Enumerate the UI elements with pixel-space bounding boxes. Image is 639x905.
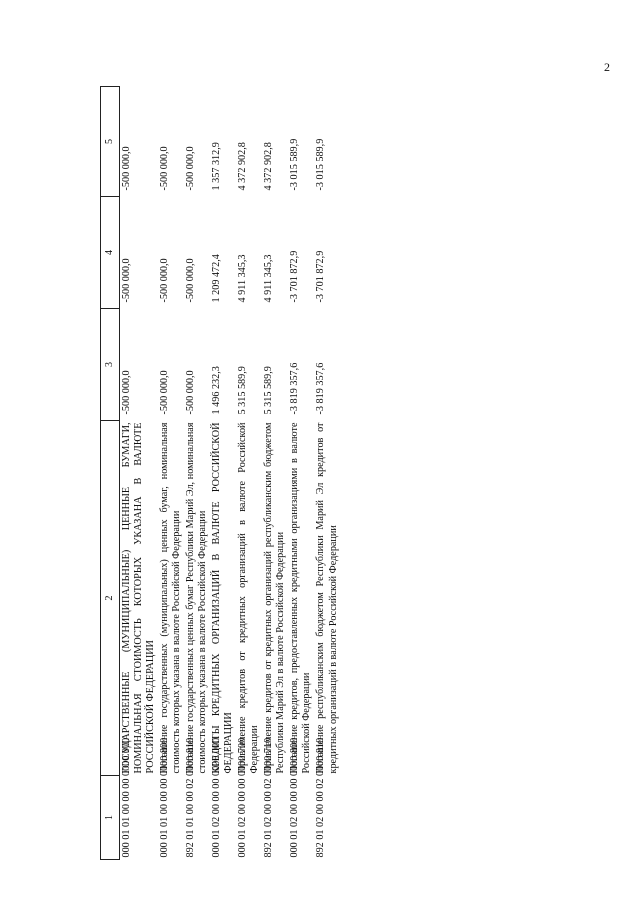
row-code: 000 01 01 00 00 00 0000 800 — [159, 737, 171, 858]
row-value-year2: 4 911 345,3 — [263, 254, 275, 303]
row-value-year2: -3 701 872,9 — [315, 250, 327, 303]
row-value-year3: -500 000,0 — [185, 146, 197, 191]
row-value-year1: 1 496 232,3 — [211, 366, 223, 415]
row-value-year1: -3 819 357,6 — [315, 362, 327, 415]
row-code: 000 01 01 00 00 00 0000 000 — [121, 737, 132, 858]
row-code: 892 01 02 00 00 02 0000 810 — [315, 737, 327, 858]
row-name: Погашение кредитов, предоставленных кредитными организациями в валюте Российской Федерации — [289, 422, 313, 774]
table-row — [184, 87, 210, 860]
row-name: Привлечение кредитов от кредитных организаций в валюте Российской Федерации — [237, 422, 261, 774]
row-value-year3: 4 372 902,8 — [263, 142, 275, 191]
row-value-year1: -3 819 357,6 — [289, 362, 301, 415]
header-col-3: 3 — [101, 309, 120, 421]
table-row — [314, 87, 340, 860]
rotated-table-container — [100, 87, 530, 860]
budget-sources-table — [100, 86, 341, 860]
row-code: 000 01 02 00 00 00 0000 000 — [211, 737, 223, 858]
row-name: Погашение республиканским бюджетом Республики Марий Эл кредитов от кредитных организаций в валюте Российской Федерации — [315, 422, 339, 774]
row-value-year2: -3 701 872,9 — [289, 250, 301, 303]
row-value-year2: 4 911 345,3 — [237, 254, 249, 303]
row-code: 000 01 02 00 00 00 0000 800 — [289, 737, 301, 858]
header-col-4: 4 — [101, 197, 120, 309]
row-value-year3: -500 000,0 — [121, 146, 132, 191]
row-value-year3: -3 015 589,9 — [315, 138, 327, 191]
row-value-year2: 1 209 472,4 — [211, 254, 223, 303]
table-row — [288, 87, 314, 860]
row-code: 000 01 02 00 00 00 0000 700 — [237, 737, 249, 858]
table-row — [158, 87, 184, 860]
row-value-year3: -500 000,0 — [159, 146, 171, 191]
row-code: 892 01 02 00 00 02 0000 710 — [263, 737, 275, 858]
table-row — [120, 87, 159, 860]
row-code: 892 01 01 00 00 02 0000 810 — [185, 737, 197, 858]
row-value-year3: -3 015 589,9 — [289, 138, 301, 191]
row-value-year3: 4 372 902,8 — [237, 142, 249, 191]
row-value-year1: 5 315 589,9 — [263, 366, 275, 415]
table-header-row — [101, 87, 120, 860]
row-name: Погашение государственных ценных бумаг Республики Марий Эл, номинальная стоимость которых указана в валюте Российской Федерации — [185, 422, 209, 774]
row-value-year1: -500 000,0 — [159, 370, 171, 415]
table-row — [262, 87, 288, 860]
row-name: ГОСУДАРСТВЕННЫЕ (МУНИЦИПАЛЬНЫЕ) ЦЕННЫЕ БУМАГИ, НОМИНАЛЬНАЯ СТОИМОСТЬ КОТОРЫХ УКАЗАНА В ВАЛЮТЕ РОССИЙСКОЙ ФЕДЕРАЦИИ — [121, 422, 157, 774]
row-name: КРЕДИТЫ КРЕДИТНЫХ ОРГАНИЗАЦИЙ В ВАЛЮТЕ РОССИЙСКОЙ ФЕДЕРАЦИИ — [211, 422, 235, 774]
row-value-year2: -500 000,0 — [159, 258, 171, 303]
row-value-year1: 5 315 589,9 — [237, 366, 249, 415]
row-value-year2: -500 000,0 — [121, 258, 132, 303]
table-row — [236, 87, 262, 860]
header-col-5: 5 — [101, 87, 120, 197]
row-value-year1: -500 000,0 — [121, 370, 132, 415]
page-number: 2 — [604, 60, 610, 74]
row-name: Привлечение кредитов от кредитных организаций республиканским бюджетом Республики Марий Эл в валюте Российской Федерации — [263, 422, 287, 774]
row-value-year2: -500 000,0 — [185, 258, 197, 303]
row-value-year1: -500 000,0 — [185, 370, 197, 415]
row-value-year3: 1 357 312,9 — [211, 142, 223, 191]
row-name: Погашение государственных (муниципальных) ценных бумаг, номинальная стоимость которых указана в валюте Российской Федерации — [159, 422, 183, 774]
table-row — [210, 87, 236, 860]
header-col-2: 2 — [101, 421, 120, 776]
header-col-1: 1 — [101, 776, 120, 860]
